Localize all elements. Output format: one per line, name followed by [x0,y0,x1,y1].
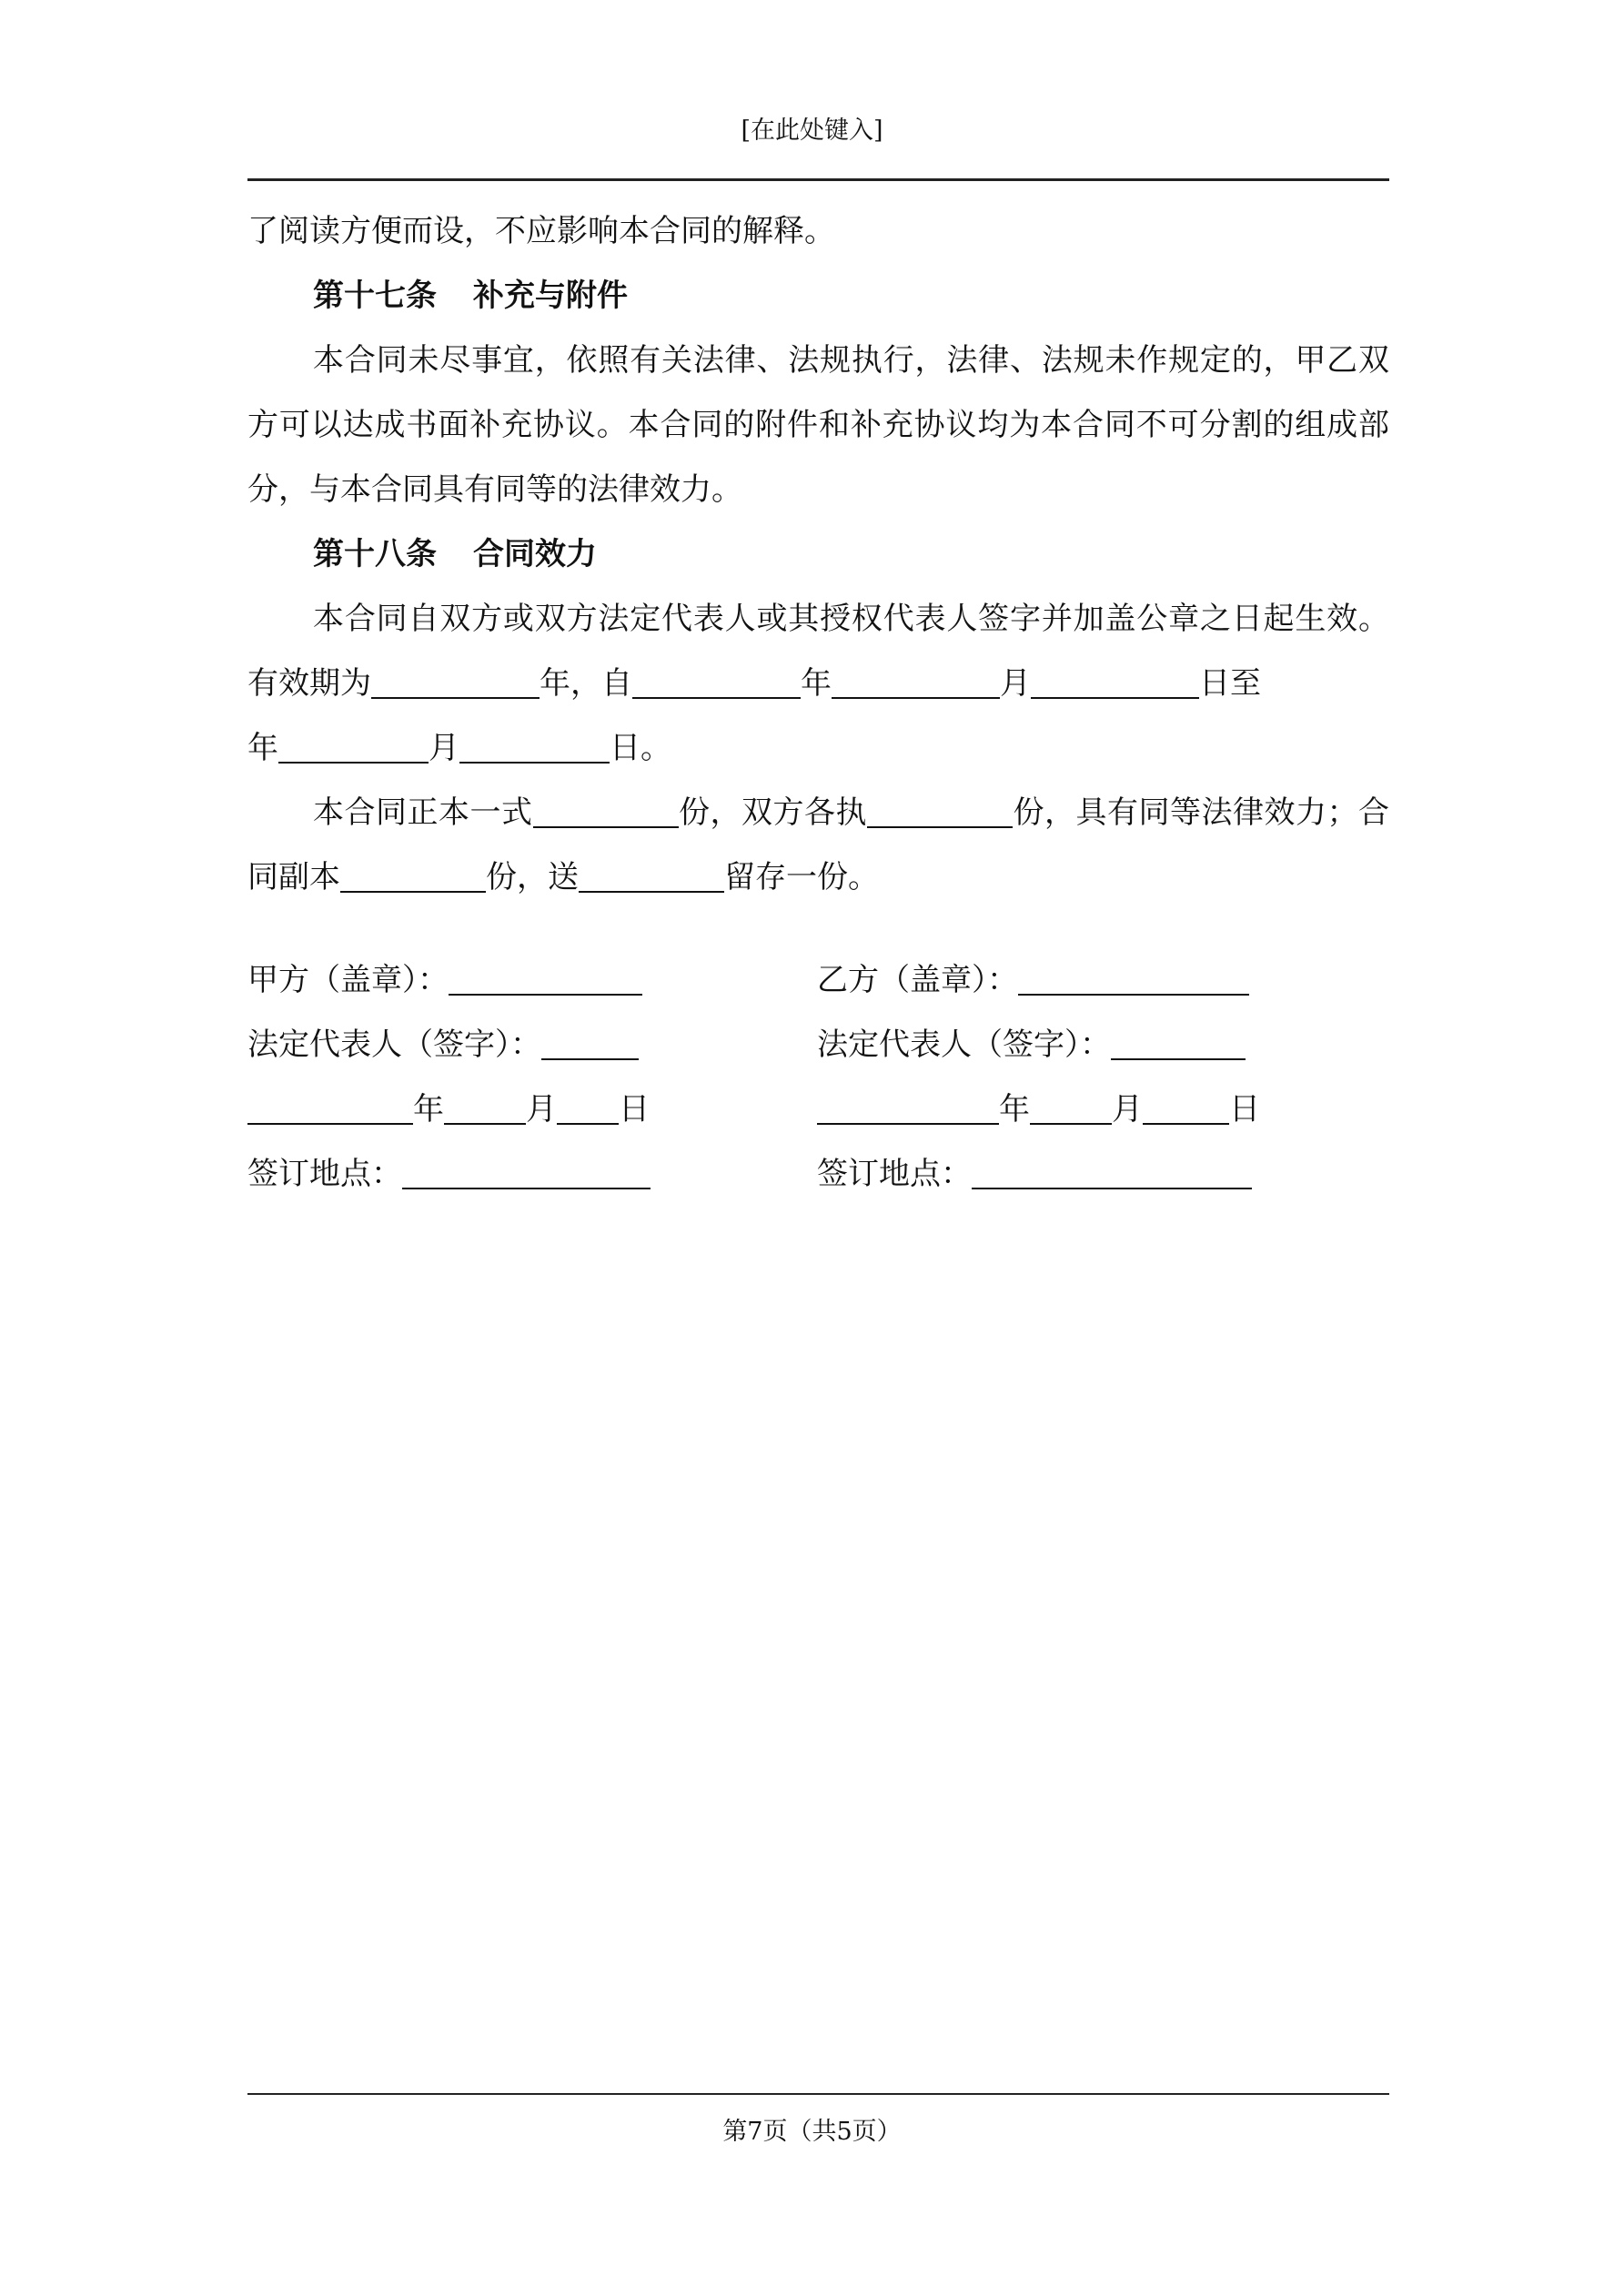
party-a-seal-row [247,948,757,1013]
party-a-day-label: 日 [619,1091,650,1128]
intro-paragraph: 了阅读方便而设，不应影响本合同的解释。 [247,213,835,249]
validity-text-8: 日。 [610,730,671,766]
party-a-place-blank[interactable] [402,1155,651,1189]
page-header: [在此处键入] [741,116,883,145]
party-b-date-row [817,1077,1326,1142]
party-b-place-blank[interactable] [972,1155,1252,1189]
end-month-blank[interactable] [278,729,429,764]
end-day-blank[interactable] [459,729,610,764]
copies-text-5: 留存一份。 [724,859,879,895]
article-17-title: 补充与附件 [473,278,628,314]
validity-years-blank[interactable] [371,664,540,699]
party-b-day-label: 日 [1229,1091,1260,1128]
header-rule [247,178,1389,181]
party-b-rep-row [817,1013,1326,1077]
party-a-rep-label: 法定代表人（签字）： [247,1027,541,1063]
copies-text-3: 份，具有同等法律效力；合同副本 [247,794,1389,895]
each-party-count-blank[interactable] [867,794,1013,828]
originals-count-blank[interactable] [533,794,679,828]
article-18-heading [247,522,1389,587]
party-a-year-label: 年 [413,1091,444,1128]
party-a-place-label: 签订地点： [247,1156,402,1192]
party-b-day-blank[interactable] [1143,1090,1229,1125]
article-17-paragraph: 本合同未尽事宜，依照有关法律、法规执行，法律、法规未作规定的，甲乙双方可以达成书面补充协议。本合同的附件和补充协议均为本合同不可分割的组成部分，与本合同具有同等的法律效力。 [247,342,1389,508]
article-17-heading [247,264,1389,329]
party-b-year-label: 年 [999,1091,1030,1128]
validity-text-4: 月 [1000,665,1031,702]
party-b-seal-blank[interactable] [1018,961,1249,996]
party-a-rep-blank[interactable] [541,1026,639,1060]
party-b-signature-block [817,948,1326,1207]
copies-text-2: 份，双方各执 [678,794,867,831]
copies-text-1: 本合同正本一式 [313,794,533,831]
party-a-seal-label: 甲方（盖章）： [247,962,449,998]
party-b-place-row [817,1142,1326,1207]
party-a-date-row [247,1077,757,1142]
party-a-year-blank[interactable] [247,1090,413,1125]
footer-rule [247,2093,1389,2095]
party-b-rep-blank[interactable] [1111,1026,1246,1060]
article-18-validity-paragraph [247,587,1389,781]
party-a-signature-block [247,948,757,1207]
page-footer: 第7页（共5页） [722,2118,902,2146]
party-b-seal-label: 乙方（盖章）： [817,962,1018,998]
contract-body [247,199,1389,910]
validity-text-5: 日至 [1199,665,1261,702]
article-18-title: 合同效力 [473,536,597,572]
party-a-seal-blank[interactable] [449,961,642,996]
article-18-copies-paragraph [247,781,1389,910]
party-a-month-blank[interactable] [444,1090,526,1125]
validity-text-1: 本合同自双方或双方法定代表人或其授权代表人签字并加盖公章之日起生效。有效期为 [247,601,1389,702]
party-b-month-label: 月 [1112,1091,1143,1128]
party-b-rep-label: 法定代表人（签字）： [817,1027,1111,1063]
start-year-blank[interactable] [632,664,801,699]
validity-text-2: 年，自 [540,665,632,702]
party-b-place-label: 签订地点： [817,1156,972,1192]
copies-text-4: 份，送 [486,859,579,895]
start-day-blank[interactable] [1031,664,1199,699]
duplicates-count-blank[interactable] [340,858,486,893]
validity-text-7: 月 [429,730,459,766]
party-a-place-row [247,1142,757,1207]
party-a-day-blank[interactable] [557,1090,619,1125]
start-month-blank[interactable] [832,664,1000,699]
party-b-month-blank[interactable] [1030,1090,1112,1125]
party-a-month-label: 月 [526,1091,557,1128]
article-17-number: 第十七条 [313,278,437,314]
validity-text-6: 年 [247,730,278,766]
party-b-seal-row [817,948,1326,1013]
party-b-year-blank[interactable] [817,1090,999,1125]
deliver-to-blank[interactable] [579,858,724,893]
article-18-number: 第十八条 [313,536,437,572]
validity-text-3: 年 [801,665,832,702]
party-a-rep-row [247,1013,757,1077]
